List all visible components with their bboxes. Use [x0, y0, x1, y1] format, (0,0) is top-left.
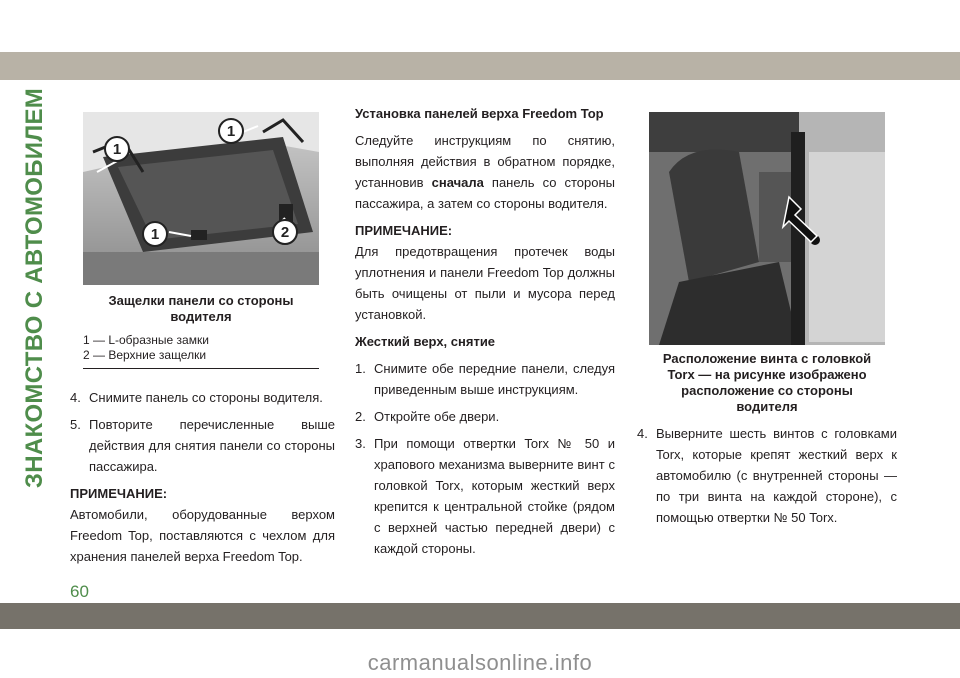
section-sidebar-title — [20, 87, 50, 488]
page-number: 60 — [70, 582, 89, 601]
callout-marker — [273, 220, 297, 244]
step-item: 5. Повторите перечисленные выше действия для снятия панели со стороны пассажира. — [70, 417, 335, 474]
panel-latches-photo — [83, 112, 319, 285]
legend-item: 2 — Верхние защелки — [83, 348, 207, 362]
note-text: Автомобили, оборудованные верхом Freedom Top, поставляются с чехлом для хранения панелей верха Freedom Top. — [70, 507, 335, 564]
right-column — [637, 423, 897, 534]
legend-divider — [83, 368, 319, 369]
install-text: Следуйте инструкциям по снятию, выполняя действия в обратном порядке, устанновив сначала панель со стороны пассажира, а затем со стороны водителя. — [355, 133, 616, 211]
step-item: 3. При помощи отвертки Torx № 50 и храпового механизма выверните винт с головкой Torx, которым жесткий верх крепится к центральной стойке (рядом с верхней частью передней двери) с каждой стороны. — [355, 436, 615, 556]
note-heading: ПРИМЕЧАНИЕ: — [355, 223, 453, 238]
install-heading: Установка панелей верха Freedom Top — [355, 106, 604, 121]
middle-column — [355, 103, 615, 565]
legend-item: 1 — L-образные замки — [83, 333, 209, 347]
callout-marker — [219, 119, 243, 143]
svg-text:1: 1 — [150, 226, 160, 243]
torx-screw-photo — [649, 112, 885, 345]
svg-text:1: 1 — [226, 123, 236, 140]
header-bar — [0, 52, 960, 80]
callout-marker — [143, 222, 167, 246]
section-title-text: ЗНАКОМСТВО С АВТОМОБИЛЕМ — [21, 87, 48, 488]
svg-text:2: 2 — [280, 224, 290, 241]
step-item: 4. Выверните шесть винтов с головками Torx, которые крепят жесткий верх к автомобилю (с внутренней стороны — по три винта на каждой стороне), с помощью отвертки № 50 Torx. — [637, 426, 897, 525]
footer-bar — [0, 603, 960, 629]
step-item: 4. Снимите панель со стороны водителя. — [70, 390, 323, 405]
callout-marker — [105, 137, 129, 161]
note-text: Для предотвращения протечек воды уплотнения и панели Freedom Top должны быть очищены от пыли и мусора перед установкой. — [355, 244, 615, 322]
note-heading: ПРИМЕЧАНИЕ: — [70, 486, 168, 501]
step-item: 1. Снимите обе передние панели, следуя приведенным выше инструкциям. — [355, 361, 615, 397]
figure2-caption: Расположение винта с головкой Torx — на рисунке изображено расположение со стороны водителя — [662, 351, 872, 414]
svg-text:1: 1 — [112, 141, 122, 158]
left-column — [70, 387, 335, 567]
figure1-caption: Защелки панели со стороны водителя — [108, 293, 294, 324]
figure1-legend — [83, 333, 319, 363]
step-item: 2. Откройте обе двери. — [355, 409, 500, 424]
hardtop-heading: Жесткий верх, снятие — [355, 334, 496, 349]
watermark-text: carmanualsonline.info — [367, 650, 593, 675]
